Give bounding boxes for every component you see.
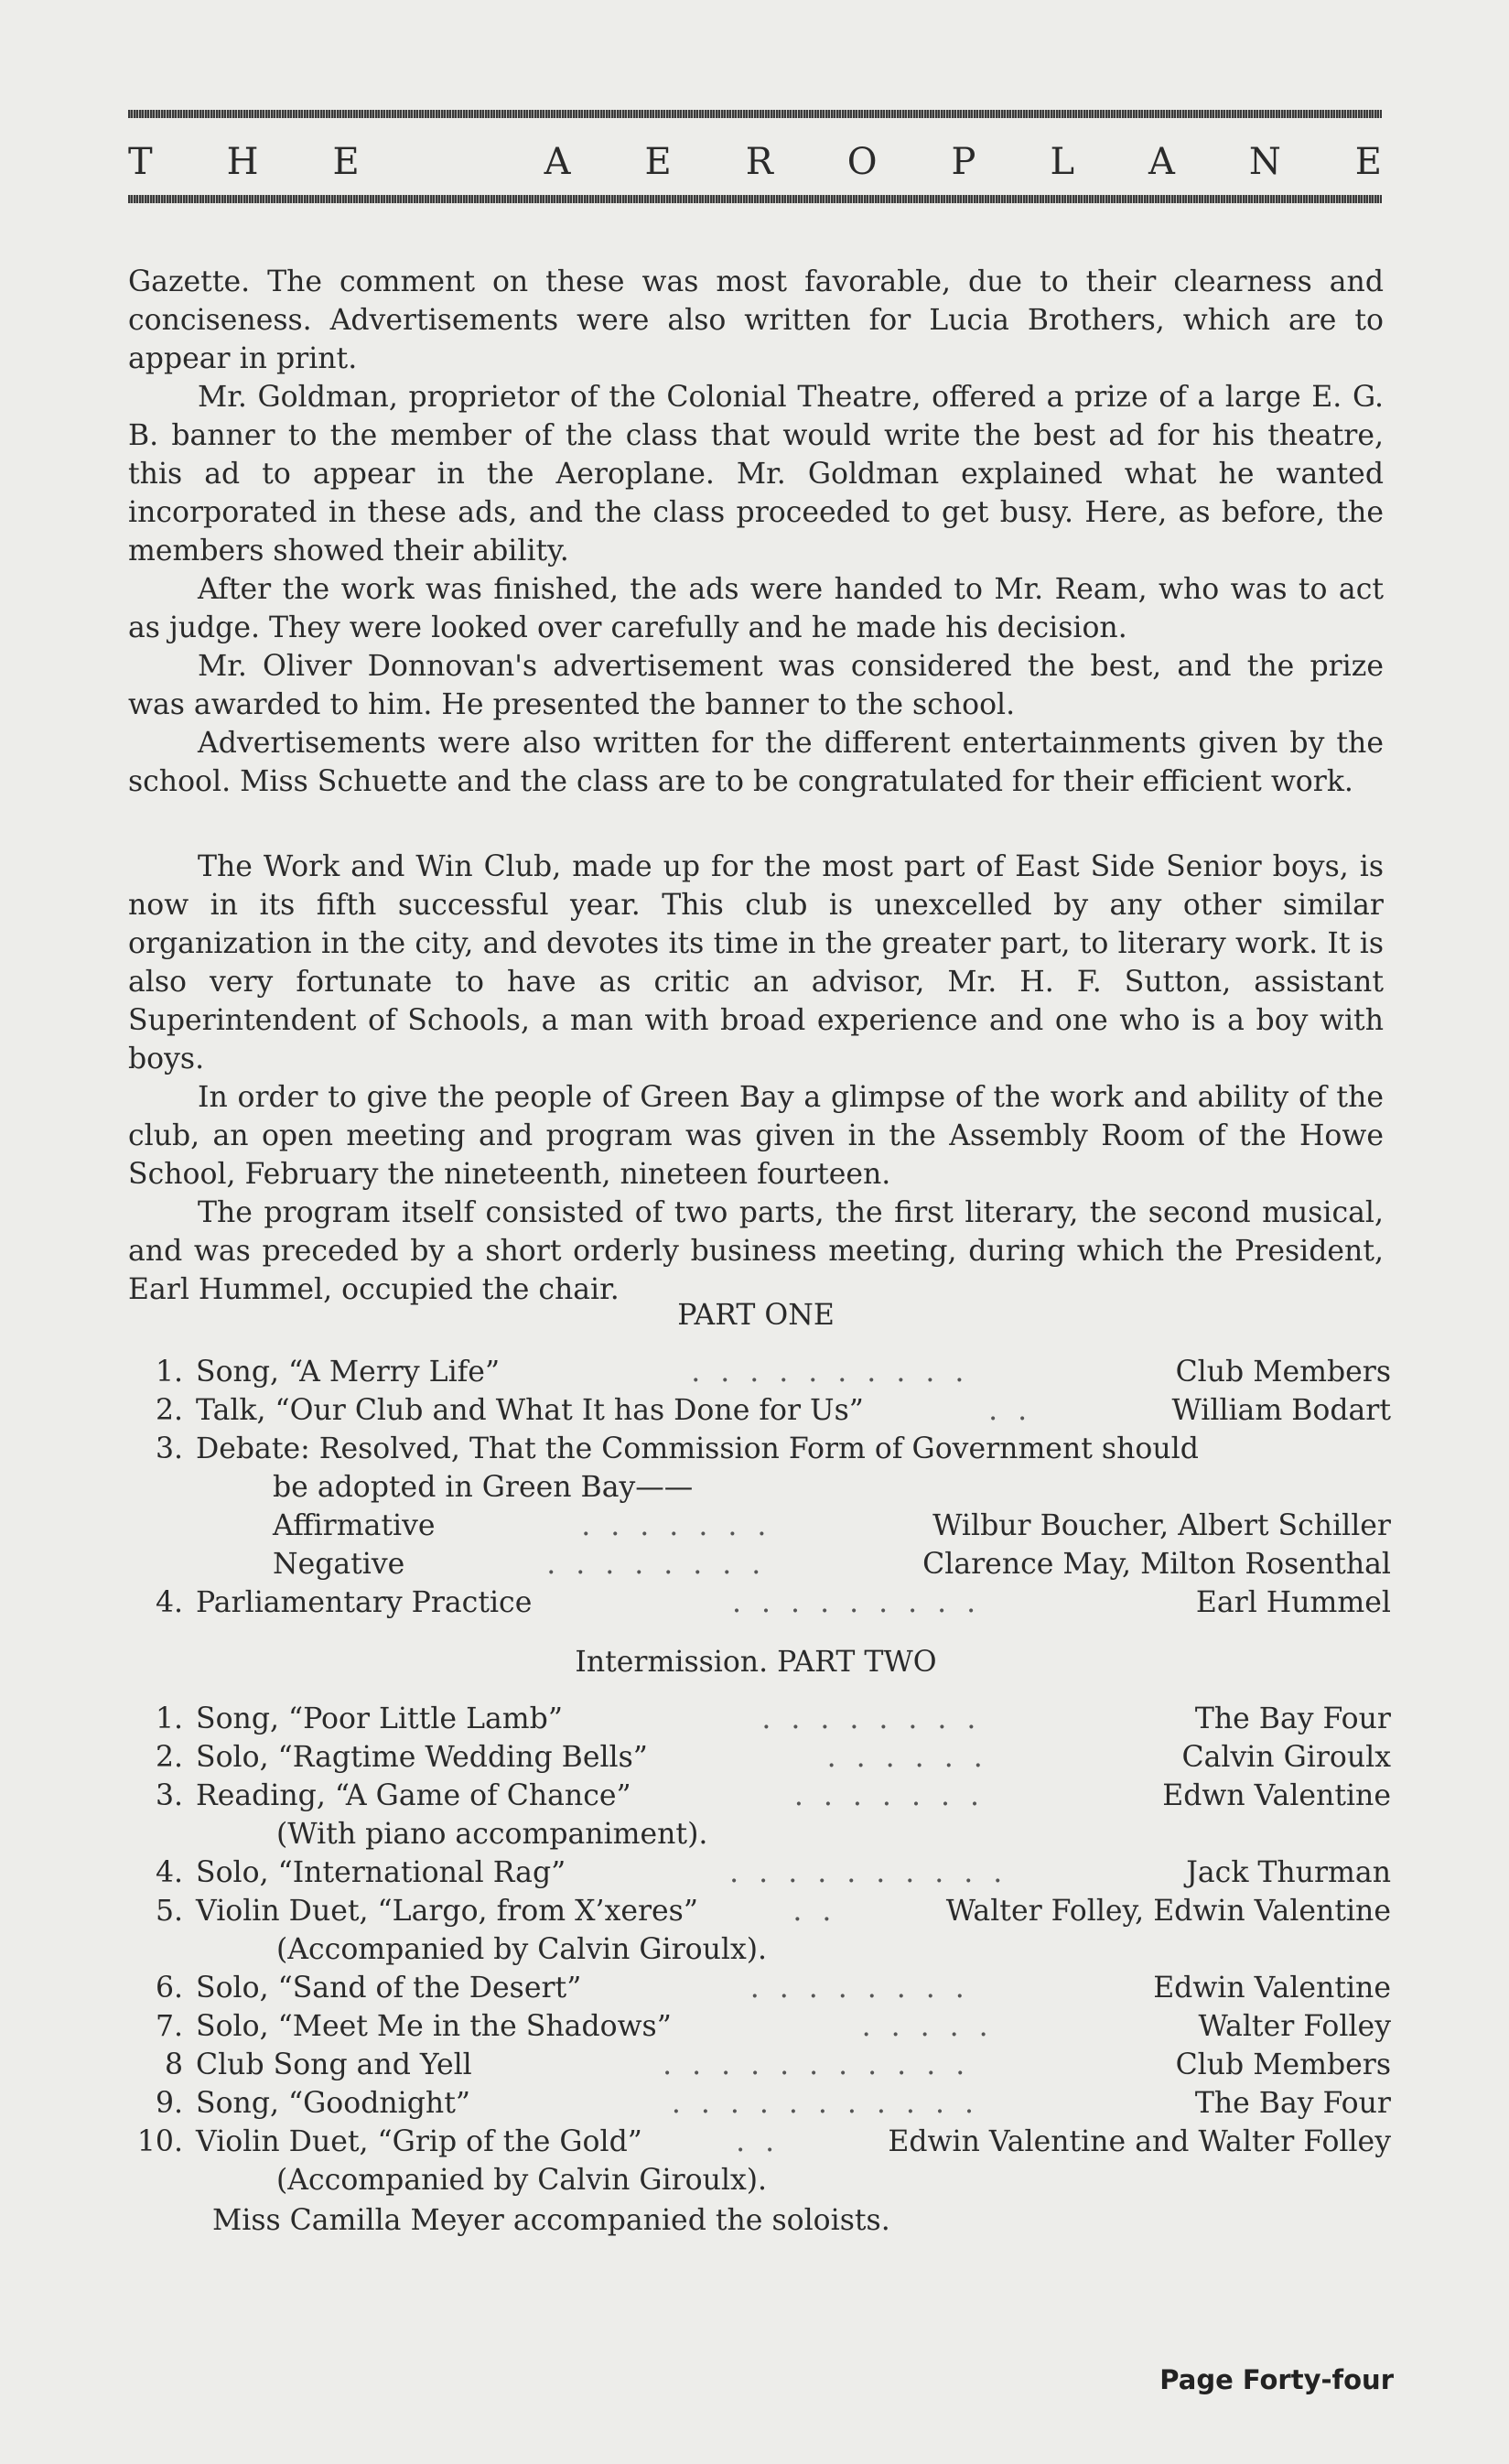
masthead-title (128, 139, 1382, 185)
paragraph: Gazette. The comment on these was most favorable, due to their clearness and conciseness. Advertisements were also written for Lucia Brothers, which are to appear in print. (128, 265, 1384, 375)
paragraph: In order to give the people of Green Bay a glimpse of the work and ability of the club, an open meeting and program was given in the Assembly Room of the Howe School, February the nineteenth, nineteen fourteen. (128, 1081, 1384, 1191)
masthead-letter: O (846, 141, 878, 183)
program-item (128, 2046, 1391, 2084)
program-item (128, 1430, 1391, 1468)
item-title: Solo, “Meet Me in the Shadows” (196, 2010, 672, 2043)
item-number: 10. (136, 2125, 183, 2158)
advertising-class-article (128, 263, 1384, 801)
paragraph: The program itself consisted of two parts, the first literary, the second musical, and was preceded by a short orderly business meeting, during which the President, Earl Hummel, occupied the chair. (128, 1196, 1384, 1306)
item-number: 4. (155, 1586, 183, 1619)
dot-leader: .. (792, 1895, 852, 1928)
item-number: 3. (155, 1779, 183, 1812)
closing-note: Miss Camilla Meyer accompanied the soloists. (212, 2204, 890, 2237)
program-item (128, 1391, 1391, 1430)
dot-leader: ........ (749, 1972, 985, 2005)
item-number: 2. (155, 1394, 183, 1427)
masthead-top-rule (128, 110, 1382, 118)
item-number: 2. (155, 1741, 183, 1774)
item-number: 8 (164, 2048, 183, 2081)
paragraph: Advertisements were also written for the different entertainments given by the school. Miss Schuette and the class are to be congratulated for their efficient work. (128, 727, 1384, 798)
dot-leader: .......... (729, 1856, 1023, 1889)
item-performer: The Bay Four (1194, 1702, 1391, 1735)
masthead-letter: E (1354, 141, 1382, 183)
item-number: 6. (155, 1972, 183, 2005)
dot-leader: ......... (732, 1586, 997, 1619)
item-title: Song, “Poor Little Lamb” (196, 1702, 563, 1735)
part-one-heading: PART ONE (677, 1299, 835, 1332)
program-item (128, 2084, 1391, 2123)
program-item (128, 1777, 1391, 1815)
item-performer: The Bay Four (1194, 2087, 1391, 2120)
program-subline (128, 1468, 1391, 1507)
item-title: Parliamentary Practice (196, 1586, 533, 1619)
program-item (128, 1353, 1391, 1391)
item-title: Club Song and Yell (196, 2048, 472, 2081)
item-performer: Wilbur Boucher, Albert Schiller (932, 1509, 1391, 1542)
program-item (128, 1853, 1391, 1892)
item-number: 7. (155, 2010, 183, 2043)
item-performer: Calvin Giroulx (1181, 1741, 1391, 1774)
program-item (128, 1738, 1391, 1777)
item-performer: Edwn Valentine (1162, 1779, 1391, 1812)
item-title: Solo, “International Rag” (196, 1856, 566, 1889)
masthead-letter: A (544, 141, 571, 183)
part-two-heading: Intermission. PART TWO (575, 1646, 937, 1679)
item-note: (Accompanied by Calvin Giroulx). (276, 2164, 768, 2197)
item-performer: Edwin Valentine and Walter Folley (888, 2125, 1391, 2158)
dot-leader: ........ (546, 1548, 781, 1581)
paragraph: After the work was finished, the ads were handed to Mr. Ream, who was to act as judge. They were looked over carefully and he made his decision. (128, 573, 1384, 644)
item-title: Affirmative (273, 1509, 436, 1542)
item-title: Talk, “Our Club and What It has Done for Us” (196, 1394, 864, 1427)
paragraph: Mr. Oliver Donnovan's advertisement was considered the best, and the prize was awarded to him. He presented the banner to the school. (128, 650, 1384, 721)
item-title: Debate: Resolved, That the Commission Form of Government should (196, 1432, 1199, 1465)
paragraph: The Work and Win Club, made up for the most part of East Side Senior boys, is now in its fifth successful year. This club is unexcelled by any other similar organization in the city, and devotes its time in the greater part, to literary work. It is also very fortunate to have as critic an advisor, Mr. H. F. Sutton, assistant Superintendent of Schools, a man with broad experience and one who is a boy with boys. (128, 850, 1384, 1075)
item-number: 1. (155, 1702, 183, 1735)
masthead-letter: A (1148, 141, 1175, 183)
item-number: 3. (155, 1432, 183, 1465)
dot-leader: .......... (691, 1356, 985, 1389)
item-performer: Clarence May, Milton Rosenthal (922, 1548, 1391, 1581)
program-subline (128, 1930, 1391, 1969)
dot-leader: .. (988, 1394, 1048, 1427)
dot-leader: ..... (861, 2010, 1008, 2043)
item-title: be adopted in Green Bay—— (273, 1471, 694, 1504)
program-item (128, 1583, 1391, 1622)
program-item (128, 2007, 1391, 2046)
dot-leader: ....... (581, 1509, 787, 1542)
masthead-letter: H (226, 141, 259, 183)
item-title: Solo, “Ragtime Wedding Bells” (196, 1741, 648, 1774)
masthead-letter: L (1050, 141, 1074, 183)
item-number: 1. (155, 1356, 183, 1389)
page-number: Page Forty-four (1159, 2364, 1394, 2395)
program-item (128, 1892, 1391, 1930)
item-number: 5. (155, 1895, 183, 1928)
dot-leader: ........... (671, 2087, 994, 2120)
program-item (128, 1969, 1391, 2007)
item-performer: Jack Thurman (1186, 1856, 1391, 1889)
item-number: 4. (155, 1856, 183, 1889)
item-performer: Club Members (1175, 2048, 1391, 2081)
masthead-letter: N (1248, 141, 1281, 183)
item-title: Violin Duet, “Grip of the Gold” (196, 2125, 642, 2158)
dot-leader: .. (736, 2125, 795, 2158)
item-performer: Edwin Valentine (1153, 1972, 1391, 2005)
item-performer: Walter Folley (1198, 2010, 1391, 2043)
masthead-letter: R (745, 141, 773, 183)
masthead-bottom-rule (128, 195, 1382, 203)
item-title: Song, “A Merry Life” (196, 1356, 501, 1389)
item-performer: William Bodart (1171, 1394, 1391, 1427)
item-number: 9. (155, 2087, 183, 2120)
dot-leader: ...... (826, 1741, 1003, 1774)
dot-leader: ....... (793, 1779, 999, 1812)
item-title: Negative (273, 1548, 405, 1581)
program-item (128, 2123, 1391, 2161)
item-note: (Accompanied by Calvin Giroulx). (276, 1933, 768, 1966)
part-two-program (128, 1700, 1391, 2199)
item-title: Solo, “Sand of the Desert” (196, 1972, 582, 2005)
dot-leader: ........ (761, 1702, 997, 1735)
item-performer: Club Members (1175, 1356, 1391, 1389)
masthead-letter: E (644, 141, 672, 183)
program-subline (128, 1815, 1391, 1853)
program-item (128, 1700, 1391, 1738)
item-note: (With piano accompaniment). (276, 1818, 708, 1851)
part-one-program (128, 1353, 1391, 1622)
item-title: Violin Duet, “Largo, from X’xeres” (196, 1895, 698, 1928)
masthead-letter: P (951, 141, 976, 183)
program-subline (128, 2161, 1391, 2199)
work-and-win-club-article (128, 848, 1384, 1309)
item-performer: Earl Hummel (1195, 1586, 1391, 1619)
item-performer: Walter Folley, Edwin Valentine (945, 1895, 1391, 1928)
masthead-letter: E (332, 141, 360, 183)
dot-leader: ........... (663, 2048, 986, 2081)
paragraph: Mr. Goldman, proprietor of the Colonial Theatre, offered a prize of a large E. G. B. banner to the member of the class that would write the best ad for his theatre, this ad to appear in the Aeroplane. Mr. Goldman explained what he wanted incorporated in these ads, and the class proceeded to get busy. Here, as before, the members showed their ability. (128, 381, 1384, 567)
program-item (128, 1545, 1391, 1583)
masthead-letter: T (128, 141, 153, 183)
item-title: Reading, “A Game of Chance” (196, 1779, 631, 1812)
program-item (128, 1507, 1391, 1545)
item-title: Song, “Goodnight” (196, 2087, 470, 2120)
